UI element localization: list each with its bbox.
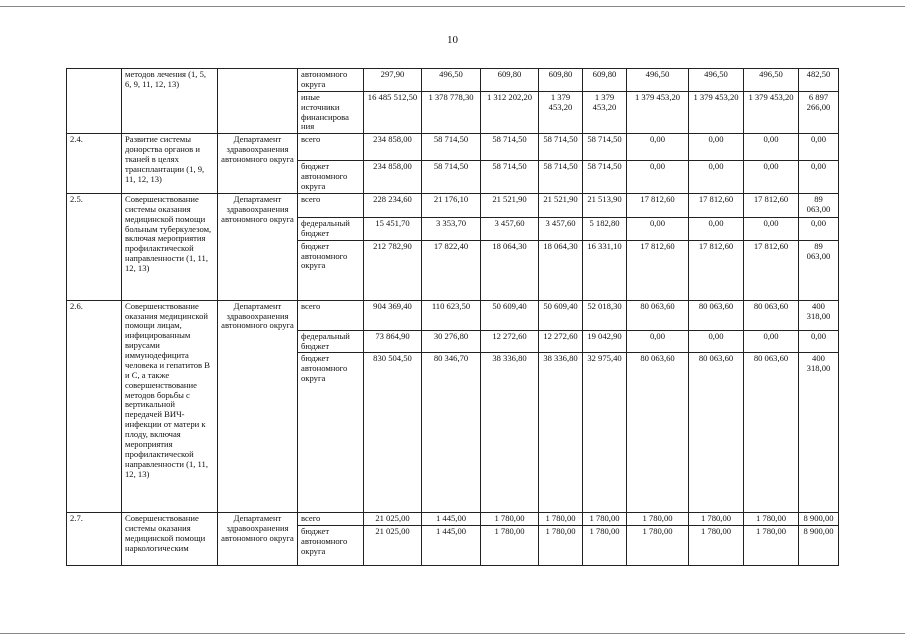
page-number: 10 [447, 34, 458, 46]
value-cell: 17 822,40 [422, 240, 481, 300]
value-cell: 16 485 512,50 [364, 91, 422, 134]
table-row [67, 513, 839, 526]
value-cell: 0,00 [799, 217, 839, 240]
value-cell: 17 812,60 [627, 240, 689, 300]
value-cell: 0,00 [799, 330, 839, 353]
value-cell: 1 780,00 [583, 526, 627, 566]
funding-source: автономного округа [298, 69, 364, 92]
value-cell: 0,00 [627, 330, 689, 353]
value-cell: 30 276,80 [422, 330, 481, 353]
value-cell: 609,80 [481, 69, 539, 92]
value-cell: 1 379 453,20 [539, 91, 583, 134]
value-cell: 0,00 [799, 134, 839, 161]
value-cell: 5 182,80 [583, 217, 627, 240]
value-cell: 1 780,00 [627, 526, 689, 566]
table-row [67, 134, 839, 161]
value-cell: 3 457,60 [539, 217, 583, 240]
value-cell: 17 812,60 [627, 193, 689, 217]
value-cell: 212 782,90 [364, 240, 422, 300]
value-cell: 904 369,40 [364, 300, 422, 330]
value-cell: 0,00 [799, 161, 839, 194]
value-cell: 1 379 453,20 [689, 91, 744, 134]
value-cell: 19 042,90 [583, 330, 627, 353]
row-name: методов лечения (1, 5, 6, 9, 11, 12, 13) [122, 69, 218, 134]
value-cell: 80 346,70 [422, 353, 481, 513]
value-cell: 6 897 266,00 [799, 91, 839, 134]
value-cell: 1 379 453,20 [583, 91, 627, 134]
value-cell: 58 714,50 [583, 161, 627, 194]
value-cell: 228 234,60 [364, 193, 422, 217]
funding-source: бюджет автономного округа [298, 353, 364, 513]
value-cell: 12 272,60 [481, 330, 539, 353]
value-cell: 16 331,10 [583, 240, 627, 300]
value-cell: 18 064,30 [481, 240, 539, 300]
value-cell: 609,80 [583, 69, 627, 92]
value-cell: 52 018,30 [583, 300, 627, 330]
row-executor: Департамент здравоохранения автономного округа [218, 134, 298, 194]
funding-source: всего [298, 300, 364, 330]
value-cell: 21 025,00 [364, 526, 422, 566]
funding-source: всего [298, 193, 364, 217]
value-cell: 58 714,50 [481, 134, 539, 161]
value-cell: 38 336,80 [539, 353, 583, 513]
table-body [67, 69, 839, 566]
value-cell: 110 623,50 [422, 300, 481, 330]
value-cell: 482,50 [799, 69, 839, 92]
value-cell: 50 609,40 [539, 300, 583, 330]
row-name: Совершенствование системы оказания медицинской помощи наркологическим [122, 513, 218, 566]
value-cell: 1 780,00 [583, 513, 627, 526]
value-cell: 17 812,60 [689, 240, 744, 300]
value-cell: 1 780,00 [744, 526, 799, 566]
value-cell: 32 975,40 [583, 353, 627, 513]
value-cell: 1 780,00 [689, 513, 744, 526]
value-cell: 12 272,60 [539, 330, 583, 353]
value-cell: 1 379 453,20 [627, 91, 689, 134]
value-cell: 1 780,00 [539, 526, 583, 566]
value-cell: 58 714,50 [422, 134, 481, 161]
value-cell: 297,90 [364, 69, 422, 92]
program-table [66, 68, 839, 566]
value-cell: 17 812,60 [689, 193, 744, 217]
value-cell: 50 609,40 [481, 300, 539, 330]
funding-source: бюджет автономного округа [298, 526, 364, 566]
table-row [67, 300, 839, 330]
value-cell: 80 063,60 [744, 300, 799, 330]
value-cell: 21 521,90 [539, 193, 583, 217]
value-cell: 73 864,90 [364, 330, 422, 353]
value-cell: 3 457,60 [481, 217, 539, 240]
value-cell: 1 780,00 [744, 513, 799, 526]
scan-edge-top [0, 6, 905, 7]
value-cell: 1 378 778,30 [422, 91, 481, 134]
value-cell: 58 714,50 [481, 161, 539, 194]
value-cell: 830 504,50 [364, 353, 422, 513]
value-cell: 1 445,00 [422, 513, 481, 526]
value-cell: 1 780,00 [689, 526, 744, 566]
value-cell: 89 063,00 [799, 240, 839, 300]
value-cell: 0,00 [744, 134, 799, 161]
value-cell: 1 312 202,20 [481, 91, 539, 134]
row-name: Совершенствование оказания медицинской помощи лицам, инфицированным вирусами иммунодефицита человека и гепатитов В и С, а также совершенствование методов борьбы с вертикальной передачей ВИЧ-инфекции от матери к плоду, включая мероприятия профилактической направленности (1, 11, 12, 13) [122, 300, 218, 513]
value-cell: 400 318,00 [799, 300, 839, 330]
value-cell: 609,80 [539, 69, 583, 92]
value-cell: 21 521,90 [481, 193, 539, 217]
table-row [67, 69, 839, 92]
value-cell: 58 714,50 [422, 161, 481, 194]
value-cell: 400 318,00 [799, 353, 839, 513]
value-cell: 0,00 [689, 330, 744, 353]
funding-source: всего [298, 513, 364, 526]
value-cell: 21 025,00 [364, 513, 422, 526]
value-cell: 0,00 [744, 217, 799, 240]
value-cell: 80 063,60 [689, 353, 744, 513]
value-cell: 8 900,00 [799, 513, 839, 526]
value-cell: 1 780,00 [539, 513, 583, 526]
row-number [67, 69, 122, 134]
value-cell: 496,50 [422, 69, 481, 92]
row-number: 2.7. [67, 513, 122, 566]
value-cell: 17 812,60 [744, 193, 799, 217]
value-cell: 0,00 [627, 134, 689, 161]
value-cell: 0,00 [689, 161, 744, 194]
row-number: 2.5. [67, 193, 122, 300]
value-cell: 1 445,00 [422, 526, 481, 566]
value-cell: 0,00 [627, 161, 689, 194]
funding-source: всего [298, 134, 364, 161]
value-cell: 38 336,80 [481, 353, 539, 513]
funding-source: федеральный бюджет [298, 330, 364, 353]
funding-source: бюджет автономного округа [298, 161, 364, 194]
value-cell: 234 858,00 [364, 161, 422, 194]
value-cell: 1 780,00 [627, 513, 689, 526]
value-cell: 1 780,00 [481, 513, 539, 526]
row-executor: Департамент здравоохранения автономного округа [218, 300, 298, 513]
value-cell: 0,00 [744, 330, 799, 353]
table-row [67, 193, 839, 217]
funding-source: федеральный бюджет [298, 217, 364, 240]
value-cell: 496,50 [689, 69, 744, 92]
row-name: Совершенствование системы оказания медицинской помощи больным туберкулезом, включая мероприятия профилактической направленности (1, 11, 12, 13) [122, 193, 218, 300]
row-number: 2.6. [67, 300, 122, 513]
value-cell: 80 063,60 [744, 353, 799, 513]
row-number: 2.4. [67, 134, 122, 194]
value-cell: 15 451,70 [364, 217, 422, 240]
value-cell: 17 812,60 [744, 240, 799, 300]
value-cell: 1 780,00 [481, 526, 539, 566]
value-cell: 21 176,10 [422, 193, 481, 217]
value-cell: 89 063,00 [799, 193, 839, 217]
value-cell: 80 063,60 [627, 300, 689, 330]
value-cell: 58 714,50 [539, 161, 583, 194]
value-cell: 58 714,50 [583, 134, 627, 161]
funding-source: бюджет автономного округа [298, 240, 364, 300]
value-cell: 0,00 [744, 161, 799, 194]
value-cell: 0,00 [689, 217, 744, 240]
value-cell: 496,50 [627, 69, 689, 92]
row-executor [218, 69, 298, 134]
row-executor: Департамент здравоохранения автономного округа [218, 193, 298, 300]
value-cell: 80 063,60 [627, 353, 689, 513]
row-executor: Департамент здравоохранения автономного округа [218, 513, 298, 566]
value-cell: 3 353,70 [422, 217, 481, 240]
value-cell: 234 858,00 [364, 134, 422, 161]
value-cell: 0,00 [627, 217, 689, 240]
row-name: Развитие системы донорства органов и тканей в целях трансплантации (1, 9, 11, 12, 13) [122, 134, 218, 194]
value-cell: 58 714,50 [539, 134, 583, 161]
value-cell: 21 513,90 [583, 193, 627, 217]
value-cell: 0,00 [689, 134, 744, 161]
value-cell: 8 900,00 [799, 526, 839, 566]
funding-source: иные источники финансирова ния [298, 91, 364, 134]
scan-edge-bottom [0, 633, 905, 634]
value-cell: 496,50 [744, 69, 799, 92]
value-cell: 18 064,30 [539, 240, 583, 300]
value-cell: 80 063,60 [689, 300, 744, 330]
value-cell: 1 379 453,20 [744, 91, 799, 134]
